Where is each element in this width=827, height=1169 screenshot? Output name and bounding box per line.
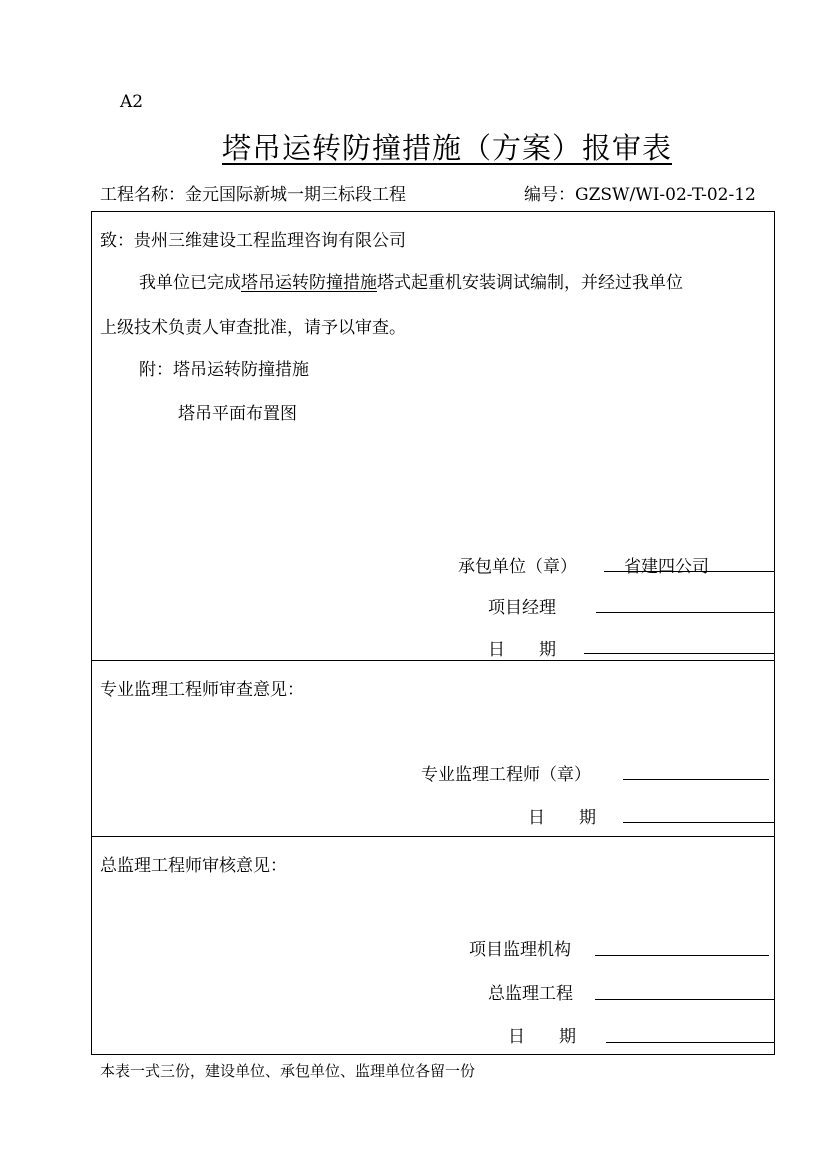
footer-note: 本表一式三份，建设单位、承包单位、监理单位各留一份 — [100, 1062, 476, 1080]
supervision-org-label: 项目监理机构 — [469, 940, 571, 960]
specialist-engineer-label: 专业监理工程师（章） — [421, 765, 591, 785]
attachment-label: 附： — [139, 360, 173, 380]
project-manager-signature-line — [596, 612, 775, 613]
submission-body-line1 — [139, 268, 683, 293]
form-code: A2 — [120, 92, 144, 112]
body-prefix: 我单位已完成 — [139, 273, 241, 293]
project-manager-label: 项目经理 — [488, 598, 556, 618]
project-name-label: 工程名称： — [100, 185, 185, 205]
body-plan-name: 塔吊运转防撞措施 — [241, 273, 377, 293]
chief-date-line — [606, 1042, 775, 1043]
document-title: 塔吊运转防撞措施（方案）报审表 — [222, 131, 673, 165]
chief-engineer-label: 总监理工程 — [488, 984, 573, 1004]
submission-date-line — [584, 653, 775, 654]
addressee: 致：贵州三维建设工程监理咨询有限公司 — [100, 231, 406, 251]
contractor-seal-label: 承包单位（章） — [458, 557, 577, 577]
chief-engineer-signature-line — [595, 999, 775, 1000]
project-name-value: 金元国际新城一期三标段工程 — [185, 185, 406, 205]
attachment-item-1: 塔吊运转防撞措施 — [173, 360, 309, 380]
body-suffix: 塔式起重机安装调试编制，并经过我单位 — [377, 273, 683, 293]
chief-date-label: 日 期 — [508, 1027, 576, 1047]
attachment-line1 — [139, 355, 309, 380]
submission-section — [91, 211, 775, 661]
specialist-review-heading: 专业监理工程师审查意见： — [100, 680, 304, 700]
specialist-date-label: 日 期 — [528, 808, 596, 828]
specialist-date-line — [623, 822, 775, 823]
supervision-org-line — [595, 955, 769, 956]
attachment-item-2: 塔吊平面布置图 — [178, 404, 297, 424]
contractor-value: 省建四公司 — [624, 557, 709, 577]
submission-date-label: 日 期 — [488, 640, 556, 660]
submission-body-line2: 上级技术负责人审查批准，请予以审查。 — [100, 318, 406, 338]
project-name-line — [100, 180, 406, 205]
chief-review-heading: 总监理工程师审核意见： — [100, 856, 287, 876]
chief-review-section — [91, 836, 775, 1055]
document-number-label: 编号： — [524, 185, 575, 205]
specialist-engineer-signature-line — [623, 779, 769, 780]
document-number-line — [524, 180, 756, 205]
document-number-value: GZSW/WI-02-T-02-12 — [575, 185, 756, 205]
specialist-review-section — [91, 660, 775, 837]
